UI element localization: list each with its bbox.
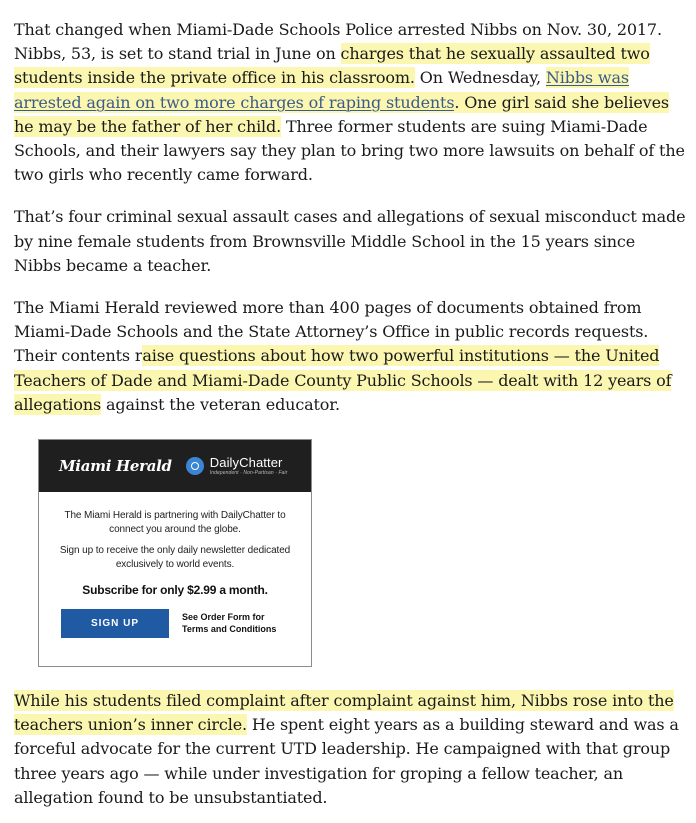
highlight: One girl said she believes he may be the father of her child.	[14, 92, 669, 136]
arrest-article-link[interactable]: Nibbs was arrested again on two more charges of raping students	[14, 68, 629, 112]
highlight: .	[454, 92, 460, 112]
article-paragraph-3	[14, 296, 686, 417]
miami-herald-logo: Miami Herald	[59, 457, 172, 476]
highlight: charges that he sexually assaulted two students inside the private office in his classroom.	[14, 44, 650, 88]
order-line-1: See Order Form for	[182, 612, 265, 623]
dailychatter-ad[interactable]	[38, 439, 312, 667]
text-span: against the veteran educator.	[101, 394, 340, 414]
article-paragraph-4	[14, 689, 686, 810]
sign-up-button[interactable]: SIGN UP	[61, 609, 169, 638]
article-body	[14, 18, 686, 810]
text-span: The Miami Herald reviewed more than 400 pages of documents obtained from Miami-Dade Schools and the State Attorney’s Office in public records requests. Their contents r	[14, 298, 649, 366]
text-span: On Wednesday,	[414, 68, 546, 88]
ad-body	[39, 492, 311, 638]
article-paragraph-2: That’s four criminal sexual assault cases and allegations of sexual misconduct made by nine female students from Brownsville Middle School in the 15 years since Nibbs became a teacher.	[14, 207, 686, 275]
dailychatter-logo	[186, 456, 288, 476]
article-paragraph-1	[14, 18, 686, 187]
ad-price: Subscribe for only $2.99 a month.	[82, 583, 268, 598]
text-span: Three former students are suing Miami-Dade Schools, and their lawyers say they plan to bring two more lawsuits on behalf of the two girls who recently came forward.	[14, 116, 685, 185]
order-line-2: Terms and Conditions	[182, 623, 277, 634]
globe-icon	[186, 457, 204, 475]
ad-copy-partnering: The Miami Herald is partnering with DailyChatter to connect you around the globe.	[64, 510, 286, 535]
partner-name: DailyChatter	[209, 455, 283, 471]
ad-copy-signup: Sign up to receive the only daily newsletter dedicated exclusively to world events.	[59, 545, 291, 570]
highlight: While his students filed complaint after complaint against him, Nibbs rose into the teachers union’s inner circle.	[14, 691, 674, 735]
text-span: He spent eight years as a building steward and was a forceful advocate for the current UTD leadership. He campaigned with that group three years ago — while under investigation for groping a fellow teacher, an allegation found to be unsubstantiated.	[14, 715, 679, 807]
ad-actions	[49, 609, 301, 638]
highlight: aise questions about how two powerful institutions — the United Teachers of Dade and Miami-Dade County Public Schools — dealt with 12 years of allegations	[14, 346, 672, 414]
partner-tagline: Independent · Non-Partisan · Fair	[209, 470, 288, 477]
text-span: That changed when Miami-Dade Schools Police arrested Nibbs on Nov. 30, 2017. Nibbs, 53, is set to stand trial in June on	[14, 20, 662, 64]
order-form-link[interactable]	[182, 612, 276, 635]
ad-header	[39, 440, 311, 492]
